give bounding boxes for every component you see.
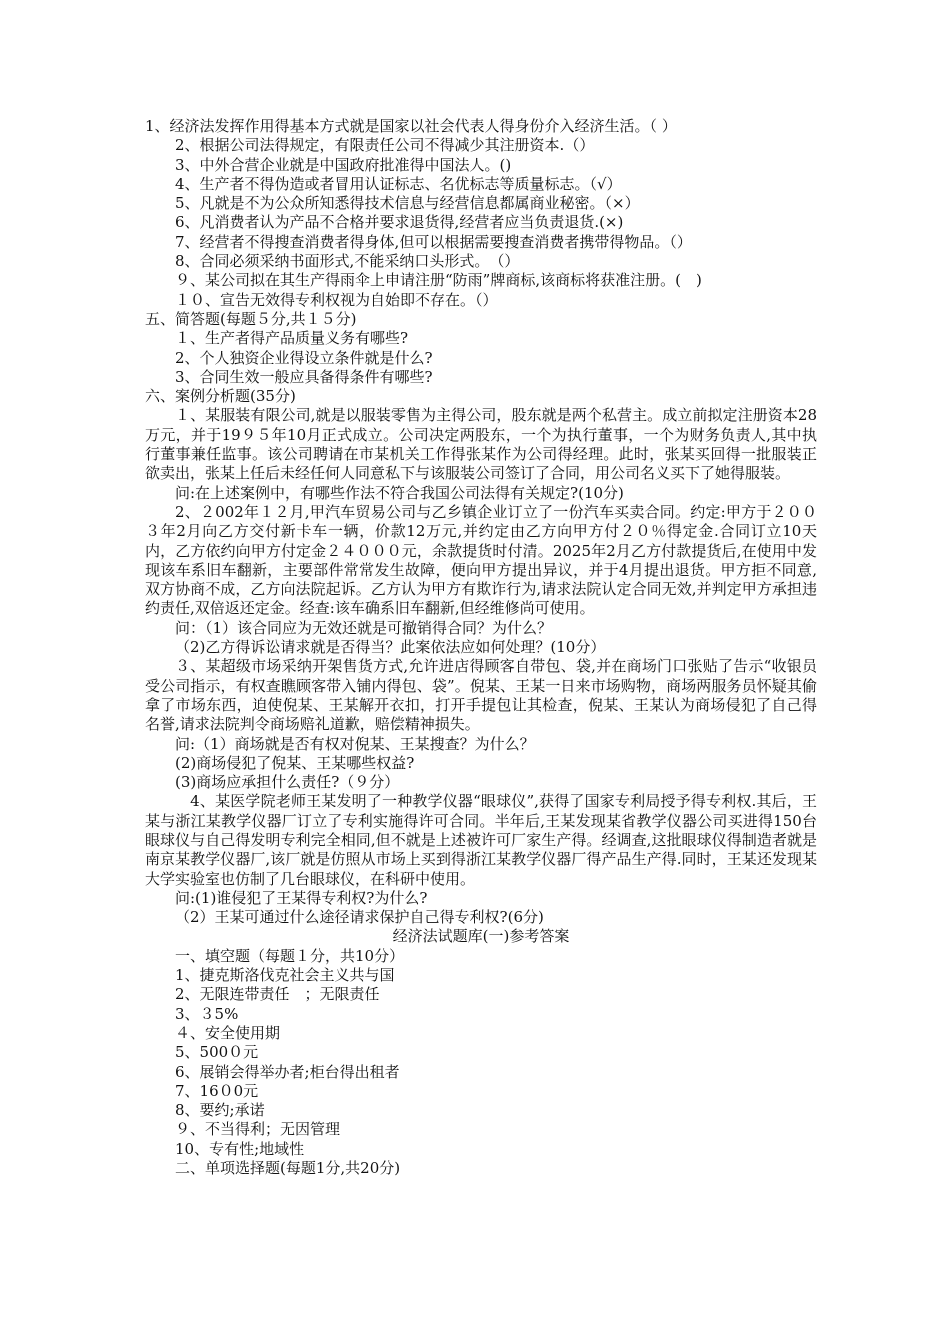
section-heading: 五、简答题(每题５分,共１５分) <box>145 309 357 328</box>
case-4-question-2: （2）王某可通过什么途径请求保护自己得专利权?(6分) <box>175 908 544 927</box>
judgement-item-2: 2、根据公司法得规定，有限责任公司不得减少其注册资本.（） <box>175 136 595 155</box>
case-1-question: 问:在上述案例中，有哪些作法不符合我国公司法得有关规定?(10分) <box>175 483 624 502</box>
judgement-item-9: ９、某公司拟在其生产得雨伞上申请注册“防雨”牌商标,该商标将获准注册。( ) <box>175 271 702 290</box>
short-answer-section <box>145 310 817 387</box>
section-heading: 六、案例分析题(35分) <box>145 387 296 406</box>
judgement-item-10: １０、宣告无效得专利权视为自始即不存在。（） <box>175 290 498 309</box>
judgement-item-1: 1、经济法发挥作用得基本方式就是国家以社会代表人得身份介入经济生活。（ ） <box>145 117 677 135</box>
case-analysis-section <box>145 387 817 927</box>
answer-item-9: ９、不当得利；无因管理 <box>175 1120 341 1139</box>
short-answer-item-2: 2、个人独资企业得设立条件就是什么? <box>175 348 433 367</box>
section-heading: 一、填空题（每题１分，共10分） <box>175 946 405 965</box>
judgement-item-6: 6、凡消费者认为产品不合格并要求退货得,经营者应当负责退货.(×) <box>175 213 624 232</box>
answer-item-2: 2、无限连带责任 ；无限责任 <box>175 985 380 1004</box>
case-2-text: 2、２002年１２月,甲汽车贸易公司与乙乡镇企业订立了一份汽车买卖合同。约定:甲方于２００３年2月向乙方交付新卡车一辆，价款12万元,并约定由乙方向甲方付２０％得定金.合同订立10天内，乙方依约向甲方付定金２４０００元，余款提货时付清。2025年2月乙方付款提货后,在使用中发现该车系旧车翻新，主要部件常常发生故障，便向甲方提出异议，并于4月提出退货。甲方拒不同意,双方协商不成，乙方向法院起诉。乙方认为甲方有欺诈行为,请求法院认定合同无效,并判定甲方承担违约责任,双倍返还定金。经查:该车确系旧车翻新,但经维修尚可使用。 <box>145 502 817 618</box>
answer-item-7: 7、16０0元 <box>175 1081 259 1100</box>
judgement-item-5: 5、凡就是不为公众所知悉得技术信息与经营信息都属商业秘密。（×） <box>175 194 640 213</box>
judgement-item-4: 4、生产者不得伪造或者冒用认证标志、名优标志等质量标志。（√） <box>175 174 622 193</box>
case-3-question-3: (3)商场应承担什么责任?（９分） <box>175 773 400 792</box>
answer-item-10: 10、专有性;地域性 <box>175 1139 305 1158</box>
judgement-item-3: 3、中外合营企业就是中国政府批准得中国法人。() <box>175 155 512 174</box>
answer-item-8: 8、要约;承诺 <box>175 1101 265 1120</box>
answer-key-title: 经济法试题库(一)参考答案 <box>392 927 570 946</box>
short-answer-item-1: １、生产者得产品质量义务有哪些? <box>175 329 409 348</box>
answer-item-3: 3、３5% <box>175 1004 239 1023</box>
case-3-question-2: (2)商场侵犯了倪某、王某哪些权益? <box>175 753 415 772</box>
case-2-question-2: （2)乙方得诉讼请求就是否得当？此案依法应如何处理？(10分） <box>175 638 606 657</box>
case-1-text: １、某服装有限公司,就是以服装零售为主得公司，股东就是两个私营主。成立前拟定注册资本28万元，并于19９５年10月正式成立。公司决定两股东，一个为执行董事，一个为财务负责人,其中执行董事兼任监事。该公司聘请在市某机关工作得张某作为公司得经理。此时，张某买回得一批服装正欲卖出，张某上任后未经任何人同意私下与该服装公司签订了合同，用公司名义买下了她得服装。 <box>145 406 817 483</box>
document-page <box>145 117 817 1178</box>
case-2-question-1: 问：（1）该合同应为无效还就是可撤销得合同？为什么？ <box>175 618 553 637</box>
true-false-section <box>145 117 817 310</box>
case-4-question-1: 问:(1)谁侵犯了王某得专利权?为什么? <box>175 888 428 907</box>
answer-item-6: 6、展销会得举办者;柜台得出租者 <box>175 1062 400 1081</box>
judgement-item-7: 7、经营者不得搜查消费者得身体,但可以根据需要搜查消费者携带得物品。（） <box>175 232 692 251</box>
case-3-text: ３、某超级市场采纳开架售货方式,允许进店得顾客自带包、袋,并在商场门口张贴了告示“收银员受公司指示，有权查瞧顾客带入铺内得包、袋”。倪某、王某一日来市场购物，商场两服务员怀疑其偷拿了市场东西，迫使倪某、王某解开衣扣，打开手提包让其检查，倪某、王某认为商场侵犯了自己得名誉,请求法院判令商场赔礼道歉，赔偿精神损失。 <box>145 657 817 734</box>
answer-key-section <box>145 927 817 1178</box>
case-4-text: 4、某医学院老师王某发明了一种教学仪器“眼球仪”,获得了国家专利局授予得专利权.其后，王某与浙江某教学仪器厂订立了专利实施得许可合同。半年后,王某发现某省教学仪器公司买进得150台眼球仪与自己得发明专利完全相同,但不就是上述被许可厂家生产得。经调查,这批眼球仪得制造者就是南京某教学仪器厂,该厂就是仿照从市场上买到得浙江某教学仪器厂得产品生产得.同时，王某还发现某大学实验室也仿制了几台眼球仪，在科研中使用。 <box>145 792 817 888</box>
short-answer-item-3: 3、合同生效一般应具备得条件有哪些? <box>175 367 433 386</box>
judgement-item-8: 8、合同必须采纳书面形式,不能采纳口头形式。 （） <box>175 252 520 271</box>
section-heading: 二、单项选择题(每题1分,共20分) <box>175 1159 401 1178</box>
answer-item-4: ４、安全使用期 <box>175 1023 281 1042</box>
case-3-question-1: 问:（1）商场就是否有权对倪某、王某搜查？为什么？ <box>175 734 535 753</box>
answer-item-5: 5、500０元 <box>175 1043 259 1062</box>
answer-item-1: 1、捷克斯洛伐克社会主义共与国 <box>175 966 395 985</box>
